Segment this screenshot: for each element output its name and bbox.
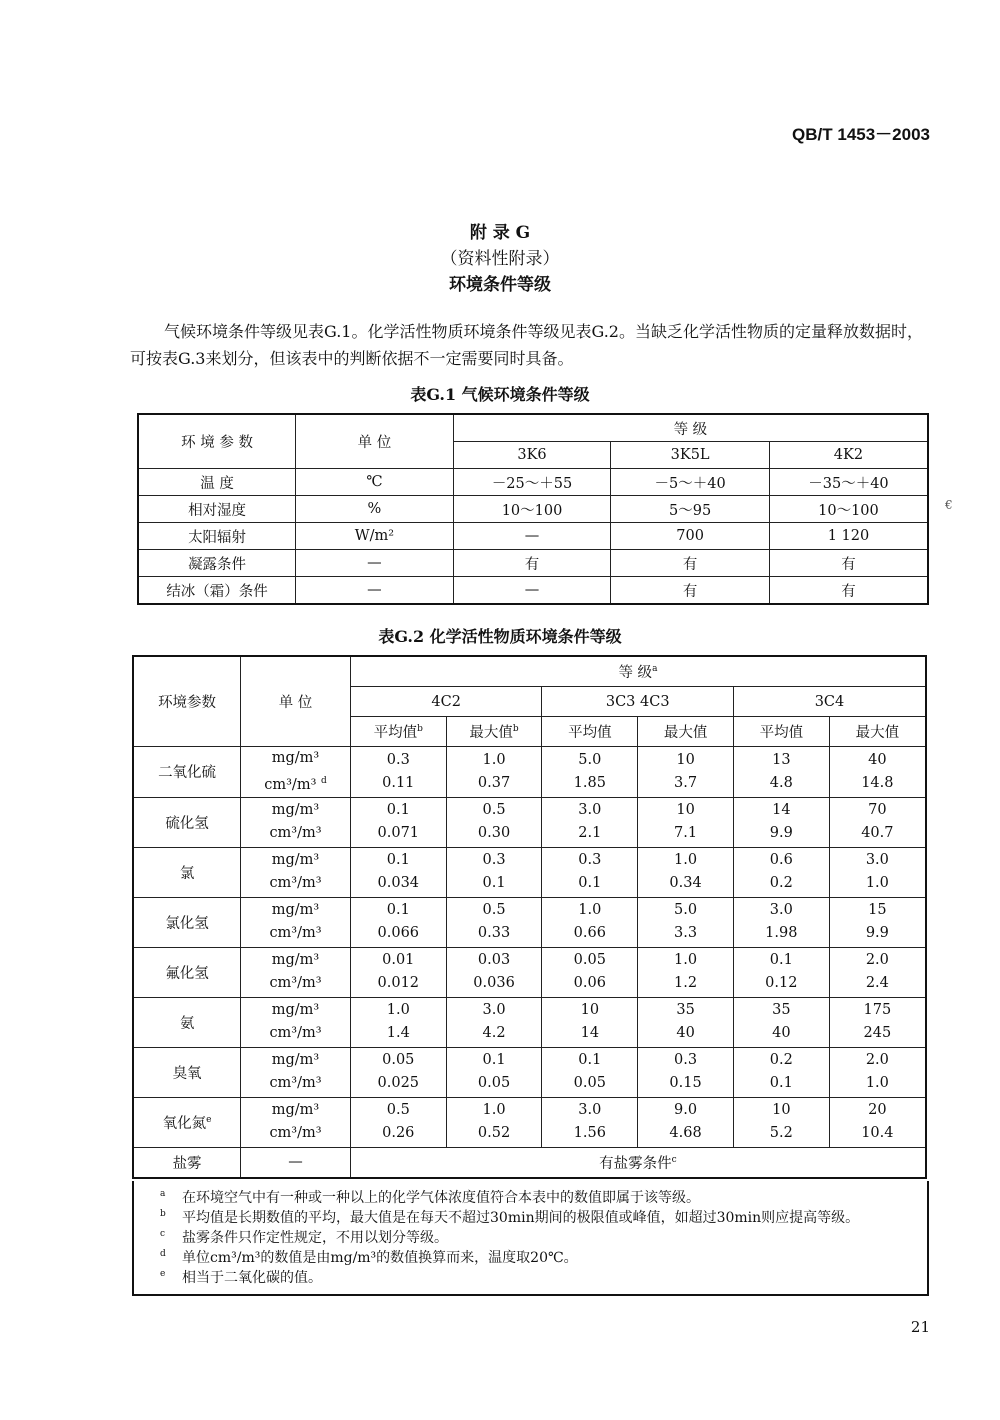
table-row xyxy=(133,747,926,798)
t2-header-unit: 单 位 xyxy=(241,656,351,747)
note-marker: d xyxy=(160,1249,166,1259)
t2-value-cm: 0.05 xyxy=(573,1075,606,1092)
t2-grade: 3C3 4C3 xyxy=(542,687,734,717)
t2-salt-text: 有盐雾条件 xyxy=(599,1155,672,1172)
t2-unit-cm: cm³/m³ xyxy=(269,925,322,942)
t2-unit-cm: cm³/m³ xyxy=(269,1075,322,1092)
t2-value-cm: 0.1 xyxy=(769,1075,793,1092)
t2-value-cm: 0.66 xyxy=(573,925,606,942)
t2-header-param: 环境参数 xyxy=(133,656,241,747)
t2-value-cm: 0.34 xyxy=(669,875,702,892)
t2-value-mg: 0.6 xyxy=(769,852,793,869)
t2-unit-mg: mg/m³ xyxy=(271,1052,320,1069)
t2-param-name: 氧化氮 xyxy=(162,1115,207,1132)
t2-value-mg: 10 xyxy=(580,1002,600,1019)
t2-value-mg: 1.0 xyxy=(578,902,602,919)
t2-unit-mg: mg/m³ xyxy=(271,750,320,766)
t2-value-mg: 0.1 xyxy=(386,852,410,869)
t2-unit-mg: mg/m³ xyxy=(271,1102,320,1119)
t2-value-cm: 0.1 xyxy=(578,875,602,892)
t1-header-param: 环 境 参 数 xyxy=(138,414,296,469)
t1-unit: % xyxy=(296,496,454,523)
appendix-subtitle: （资料性附录） xyxy=(440,249,560,269)
t2-value xyxy=(542,897,638,947)
t2-value-cm: 0.1 xyxy=(482,875,506,892)
t2-value-mg: 1.0 xyxy=(482,1102,506,1119)
t2-subheader-label: 平均值 xyxy=(568,725,612,741)
t1-param: 太阳辐射 xyxy=(138,523,296,550)
t1-param: 相对湿度 xyxy=(138,496,296,523)
t2-value xyxy=(733,1047,829,1097)
table-row xyxy=(138,577,928,605)
t1-unit: — xyxy=(296,550,454,577)
appendix-title: 附 录 G xyxy=(469,223,531,243)
t2-value xyxy=(829,897,926,947)
t2-value-cm: 0.036 xyxy=(473,975,515,992)
t2-value xyxy=(733,997,829,1047)
t2-value-cm: 1.56 xyxy=(573,1125,606,1142)
t2-unit-cm: cm³/m³ xyxy=(269,975,322,992)
t2-value-mg: 3.0 xyxy=(578,1102,602,1119)
table-row xyxy=(138,469,928,496)
t2-value xyxy=(829,797,926,847)
t2-value-mg: 0.5 xyxy=(386,1102,410,1119)
t2-value-mg: 0.3 xyxy=(578,852,602,869)
t2-subheader-mark: b xyxy=(417,724,423,735)
t2-value-mg: 0.1 xyxy=(386,802,410,819)
t2-value-cm: 0.066 xyxy=(377,925,420,942)
t2-value-cm: 1.85 xyxy=(573,774,606,791)
t2-value-mg: 35 xyxy=(676,1002,695,1019)
t2-value xyxy=(638,1047,734,1097)
t2-value-cm: 0.26 xyxy=(382,1125,415,1142)
t2-value-mg: 2.0 xyxy=(865,1052,889,1069)
table-row xyxy=(138,550,928,577)
t2-value-cm: 7.1 xyxy=(674,825,698,842)
t1-header-unit: 单 位 xyxy=(296,414,454,469)
t2-value-cm: 3.7 xyxy=(674,774,698,791)
t2-unit xyxy=(241,747,351,798)
t2-value-mg: 1.0 xyxy=(674,852,698,869)
t1-value: 有 xyxy=(611,550,770,577)
t2-value-cm: 0.12 xyxy=(765,975,798,992)
t2-subheader xyxy=(733,717,829,747)
t2-value-cm: 4.8 xyxy=(769,774,793,791)
t2-value xyxy=(829,1047,926,1097)
t2-unit-cm: cm³/m³ xyxy=(269,1025,322,1042)
table-row xyxy=(133,947,926,997)
t2-subheader xyxy=(350,717,446,747)
t2-param xyxy=(133,1047,241,1097)
t2-value xyxy=(638,1097,734,1147)
note-item xyxy=(150,1248,920,1268)
t2-value-cm: 0.11 xyxy=(382,774,415,791)
t2-value-mg: 13 xyxy=(772,751,791,768)
t2-value-mg: 10 xyxy=(772,1102,791,1119)
t2-value-cm: 2.4 xyxy=(865,975,889,992)
t2-value xyxy=(350,747,446,798)
t2-value xyxy=(638,997,734,1047)
t2-value-cm: 5.2 xyxy=(769,1125,793,1142)
t2-value-mg: 20 xyxy=(868,1102,887,1119)
t2-value-mg: 0.2 xyxy=(769,1052,793,1069)
t2-grade: 4C2 xyxy=(350,687,542,717)
t2-grade-mark: a xyxy=(652,664,658,675)
t2-unit-mg: mg/m³ xyxy=(271,902,320,919)
t2-subheader-label: 平均值 xyxy=(759,725,804,741)
t1-header-grade: 等 级 xyxy=(453,414,928,442)
t2-unit-mg: mg/m³ xyxy=(271,802,320,819)
t2-param-name: 臭氧 xyxy=(172,1065,202,1082)
t2-value-cm: 14 xyxy=(580,1025,600,1042)
t2-value xyxy=(638,797,734,847)
t1-value: 有 xyxy=(453,550,611,577)
t2-param-name: 硫化氢 xyxy=(165,815,209,832)
t2-value xyxy=(350,897,446,947)
t2-value xyxy=(733,797,829,847)
table-row xyxy=(133,897,926,947)
t2-value-mg: 0.1 xyxy=(769,952,793,969)
t1-value: －25～＋55 xyxy=(453,469,611,496)
t2-value-mg: 175 xyxy=(863,1002,892,1019)
t2-value-mg: 0.01 xyxy=(382,952,415,969)
t2-param xyxy=(133,947,241,997)
t2-value-cm: 0.2 xyxy=(769,875,793,892)
t1-value: 1 120 xyxy=(769,523,928,550)
t2-value-mg: 3.0 xyxy=(769,902,793,919)
t2-value xyxy=(829,997,926,1047)
t2-grade-label: 等 级 xyxy=(618,665,653,681)
t2-unit-mg: mg/m³ xyxy=(271,952,320,969)
note-marker: a xyxy=(160,1189,166,1199)
t2-value-cm: 2.1 xyxy=(578,825,602,842)
t2-salt-value xyxy=(350,1147,926,1178)
t2-value xyxy=(542,847,638,897)
t2-value xyxy=(638,947,734,997)
t2-value-cm: 0.034 xyxy=(377,875,420,892)
t2-value-mg: 0.1 xyxy=(386,902,410,919)
note-text: 在环境空气中有一种或一种以上的化学气体浓度值符合本表中的数值即属于该等级。 xyxy=(182,1190,700,1206)
note-text: 相当于二氧化碳的值。 xyxy=(182,1270,322,1286)
t1-value: 10～100 xyxy=(453,496,611,523)
t1-unit: ℃ xyxy=(296,469,454,496)
t2-unit-cm: cm³/m³ xyxy=(269,875,322,892)
t2-value-cm: 0.30 xyxy=(477,825,511,842)
t2-unit-cm: cm³/m³ xyxy=(269,825,322,842)
note-item xyxy=(150,1268,920,1288)
t1-value: 有 xyxy=(769,550,928,577)
t2-value-cm: 4.2 xyxy=(482,1025,506,1042)
table-row xyxy=(138,496,928,523)
t1-value: 700 xyxy=(611,523,770,550)
table-g1 xyxy=(137,413,929,605)
t2-value xyxy=(446,847,542,897)
t2-value-mg: 3.0 xyxy=(578,802,602,819)
t2-param-name: 氟化氢 xyxy=(165,965,209,982)
table-row xyxy=(133,797,926,847)
t2-subheader xyxy=(446,717,542,747)
t2-value xyxy=(542,1047,638,1097)
t2-value-mg: 70 xyxy=(868,802,887,819)
t2-value-mg: 0.03 xyxy=(477,952,511,969)
t2-unit: — xyxy=(241,1147,351,1178)
t2-subheader xyxy=(542,717,638,747)
t2-value-mg: 5.0 xyxy=(674,902,698,919)
note-text: 单位cm³/m³的数值是由mg/m³的数值换算而来，温度取20℃。 xyxy=(182,1250,578,1266)
t2-value xyxy=(350,1097,446,1147)
t2-value-cm: 40 xyxy=(772,1025,791,1042)
t2-param xyxy=(133,847,241,897)
t2-value xyxy=(350,997,446,1047)
note-item xyxy=(150,1208,920,1228)
t2-value-cm: 0.37 xyxy=(477,774,511,791)
t2-value xyxy=(638,897,734,947)
t2-param-name: 氨 xyxy=(179,1015,195,1032)
t2-value-mg: 35 xyxy=(772,1002,791,1019)
t2-value-cm: 0.52 xyxy=(477,1125,511,1142)
table-g2 xyxy=(132,655,927,1179)
t2-value-mg: 0.05 xyxy=(573,952,606,969)
t2-unit-mg: mg/m³ xyxy=(271,1002,320,1019)
t1-param: 温 度 xyxy=(138,469,296,496)
t2-value xyxy=(446,797,542,847)
t2-param-name: 氯化氢 xyxy=(165,915,209,932)
t2-unit xyxy=(241,897,351,947)
t2-value-mg: 5.0 xyxy=(578,751,602,768)
t2-value-mg: 3.0 xyxy=(865,852,889,869)
t2-value xyxy=(733,847,829,897)
note-item xyxy=(150,1188,920,1208)
page-number: 21 xyxy=(910,1318,930,1336)
t2-value-mg: 0.3 xyxy=(386,751,410,768)
t2-value xyxy=(446,747,542,798)
table-row xyxy=(133,847,926,897)
t2-unit xyxy=(241,1047,351,1097)
t2-value xyxy=(446,997,542,1047)
t2-value xyxy=(350,797,446,847)
t2-unit xyxy=(241,997,351,1047)
note-text: 盐雾条件只作定性规定，不用以划分等级。 xyxy=(182,1230,448,1246)
t2-value xyxy=(733,947,829,997)
t2-unit xyxy=(241,947,351,997)
t2-header-grade xyxy=(350,656,926,687)
t2-param xyxy=(133,747,241,798)
table1-caption: 表G.1 气候环境条件等级 xyxy=(410,385,590,404)
t1-param: 凝露条件 xyxy=(138,550,296,577)
table-row xyxy=(138,523,928,550)
t2-value xyxy=(638,747,734,798)
t2-value xyxy=(733,897,829,947)
t2-value-cm: 0.012 xyxy=(377,975,420,992)
t2-unit-cm: cm³/m³ xyxy=(269,1125,322,1142)
t2-value xyxy=(829,747,926,798)
t2-value-mg: 3.0 xyxy=(482,1002,506,1019)
t1-value: －5～＋40 xyxy=(611,469,770,496)
t2-subheader-label: 最大值 xyxy=(855,725,900,741)
t1-value: — xyxy=(453,577,611,605)
t2-unit xyxy=(241,797,351,847)
table-row xyxy=(133,997,926,1047)
t2-value xyxy=(638,847,734,897)
table-row xyxy=(133,1097,926,1147)
t2-unit-cm: cm³/m³ $^d$ xyxy=(264,776,327,793)
t2-value-cm: 1.0 xyxy=(865,1075,889,1092)
t2-value-cm: 9.9 xyxy=(769,825,793,842)
t1-value: — xyxy=(453,523,611,550)
t2-value xyxy=(733,747,829,798)
t2-unit xyxy=(241,847,351,897)
t2-value-cm: 0.33 xyxy=(477,925,511,942)
t2-value xyxy=(350,947,446,997)
t2-param xyxy=(133,1097,241,1147)
t2-value-mg: 0.1 xyxy=(482,1052,506,1069)
t2-value-cm: 245 xyxy=(863,1025,892,1042)
t2-value xyxy=(542,1097,638,1147)
t2-value-cm: 0.071 xyxy=(377,825,420,842)
table-notes xyxy=(150,1188,920,1288)
t2-value-mg: 2.0 xyxy=(865,952,889,969)
t2-subheader-label: 最大值 xyxy=(469,725,513,741)
t2-value-cm: 1.98 xyxy=(765,925,798,942)
t1-param: 结冰（霜）条件 xyxy=(138,577,296,605)
t2-subheader xyxy=(829,717,926,747)
t2-value xyxy=(446,897,542,947)
t2-param-name: 二氧化硫 xyxy=(158,765,217,782)
t1-value: －35～＋40 xyxy=(769,469,928,496)
table-row xyxy=(133,1047,926,1097)
t2-value-cm: 1.2 xyxy=(674,975,698,992)
t2-value-cm: 0.05 xyxy=(477,1075,511,1092)
t2-value-mg: 0.1 xyxy=(578,1052,602,1069)
t2-value xyxy=(542,747,638,798)
t2-value-mg: 9.0 xyxy=(674,1102,698,1119)
t2-subheader-label: 平均值 xyxy=(373,725,418,741)
t2-value-mg: 40 xyxy=(868,751,887,768)
t2-value-cm: 1.0 xyxy=(865,875,889,892)
t2-grade: 3C4 xyxy=(733,687,926,717)
t2-value-mg: 1.0 xyxy=(482,751,506,768)
note-item xyxy=(150,1228,920,1248)
t2-value-cm: 0.025 xyxy=(377,1075,420,1092)
t2-value-cm: 0.06 xyxy=(573,975,606,992)
table-row xyxy=(133,1147,926,1178)
t2-value-cm: 40.7 xyxy=(861,825,894,842)
t2-subheader-label: 最大值 xyxy=(663,725,708,741)
t2-unit-mark: d xyxy=(321,776,327,786)
note-marker: e xyxy=(160,1269,166,1279)
t2-value-cm: 3.3 xyxy=(674,925,698,942)
t2-param-name: 氯 xyxy=(179,865,195,882)
t2-value-mg: 0.3 xyxy=(482,852,506,869)
t2-unit xyxy=(241,1097,351,1147)
t2-value-mg: 10 xyxy=(676,802,695,819)
t2-value-mg: 14 xyxy=(772,802,791,819)
t1-value: 10～100 xyxy=(769,496,928,523)
t2-value xyxy=(733,1097,829,1147)
table2-caption: 表G.2 化学活性物质环境条件等级 xyxy=(378,627,622,646)
t2-value xyxy=(542,797,638,847)
t2-value-mg: 1.0 xyxy=(386,1002,410,1019)
t2-value xyxy=(829,947,926,997)
t2-value-cm: 14.8 xyxy=(861,774,894,791)
t2-salt-mark: c xyxy=(671,1155,677,1165)
t2-param xyxy=(133,897,241,947)
t2-value-mg: 10 xyxy=(676,751,695,768)
t2-value xyxy=(542,947,638,997)
t1-value: 有 xyxy=(611,577,770,605)
note-text: 平均值是长期数值的平均，最大值是在每天不超过30min期间的极限值或峰值，如超过30min则应提高等级。 xyxy=(182,1210,860,1226)
t2-value xyxy=(350,847,446,897)
t2-value-cm: 40 xyxy=(676,1025,695,1042)
t2-value xyxy=(446,1097,542,1147)
t2-value xyxy=(350,1047,446,1097)
t2-subheader-mark: b xyxy=(512,724,519,735)
t1-value: 有 xyxy=(769,577,928,605)
document-number: QB/T 1453－2003 xyxy=(792,125,930,144)
t2-value-mg: 1.0 xyxy=(674,952,698,969)
t2-value-mg: 0.05 xyxy=(382,1052,415,1069)
t2-param xyxy=(133,997,241,1047)
t2-value-cm: 4.68 xyxy=(669,1125,702,1142)
t1-grade: 3K5L xyxy=(611,442,770,469)
t2-value-cm: 10.4 xyxy=(861,1125,894,1142)
t2-value xyxy=(446,947,542,997)
t1-unit: W/m² xyxy=(296,523,454,550)
t2-unit-mg: mg/m³ xyxy=(271,852,320,869)
t2-value-mg: 15 xyxy=(868,902,887,919)
note-marker: b xyxy=(160,1209,166,1219)
t2-value xyxy=(446,1047,542,1097)
t2-subheader xyxy=(638,717,734,747)
margin-mark: € xyxy=(945,498,953,512)
t2-param xyxy=(133,797,241,847)
note-marker: c xyxy=(160,1229,166,1239)
t2-value-cm: 9.9 xyxy=(865,925,889,942)
t2-param-mark: e xyxy=(206,1115,212,1125)
t2-value xyxy=(829,847,926,897)
appendix-heading: 环境条件等级 xyxy=(449,275,551,295)
t1-grade: 3K6 xyxy=(453,442,611,469)
t2-value-mg: 0.5 xyxy=(482,802,506,819)
intro-paragraph: 气候环境条件等级见表G.1。化学活性物质环境条件等级见表G.2。当缺乏化学活性物质的定量释放数据时，可按表G.3来划分，但该表中的判断依据不一定需要同时具备。 xyxy=(130,322,923,368)
t2-param: 盐雾 xyxy=(133,1147,241,1178)
t2-value-mg: 0.3 xyxy=(674,1052,698,1069)
t2-value-cm: 1.4 xyxy=(386,1025,410,1042)
t2-value-cm: 0.15 xyxy=(669,1075,702,1092)
t2-value xyxy=(542,997,638,1047)
t1-unit: — xyxy=(296,577,454,605)
t2-value-mg: 0.5 xyxy=(482,902,506,919)
t1-value: 5～95 xyxy=(611,496,770,523)
t1-grade: 4K2 xyxy=(769,442,928,469)
t2-value xyxy=(829,1097,926,1147)
